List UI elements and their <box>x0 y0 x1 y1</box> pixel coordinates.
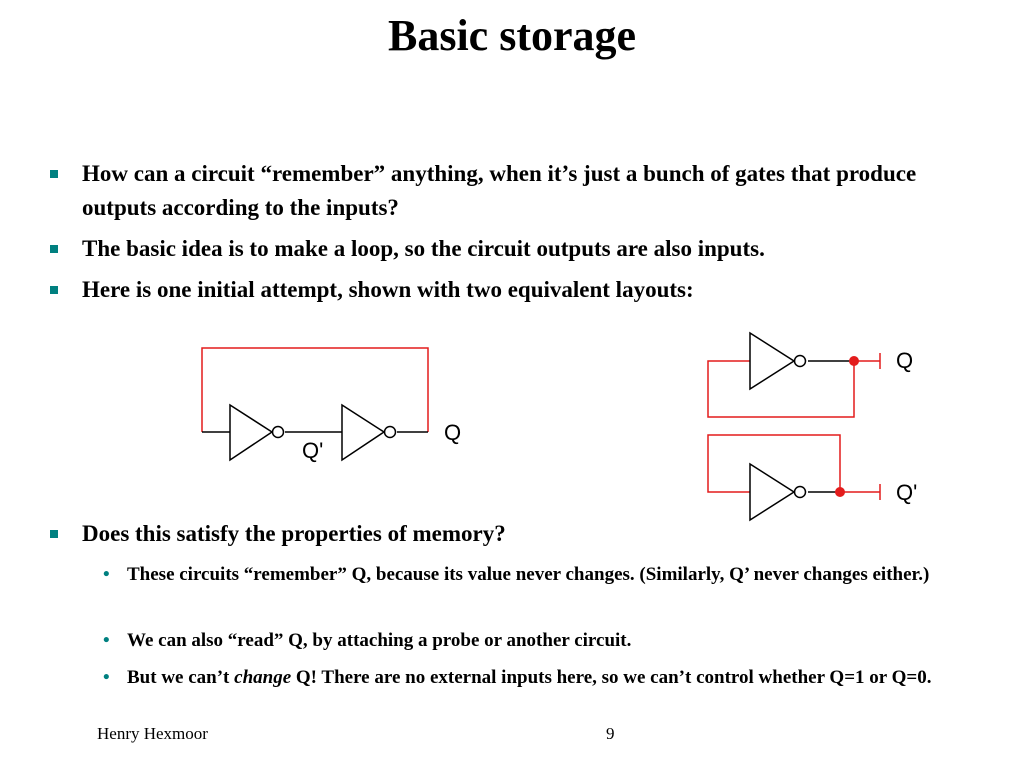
bullet-text: The basic idea is to make a loop, so the circuit outputs are also inputs. <box>82 236 765 261</box>
sub-bullet-text-after: Q! There are no external inputs here, so we can’t control whether Q=1 or Q=0. <box>291 667 932 688</box>
inverter-gate-2 <box>342 405 384 460</box>
bullet-item-2 <box>82 232 982 266</box>
bullet-item-3 <box>82 273 982 307</box>
inverter-gate-bottom <box>750 464 794 520</box>
square-bullet-icon <box>50 245 58 253</box>
sub-bullet-item-3 <box>103 664 987 692</box>
round-bullet-icon: • <box>103 564 110 585</box>
sub-bullet-text-before: But we can’t <box>127 667 235 688</box>
footer-author: Henry Hexmoor <box>97 724 208 743</box>
bullet-text: How can a circuit “remember” anything, when it’s just a bunch of gates that produce outputs according to the inputs? <box>82 161 917 220</box>
q-output-label: Q <box>444 420 462 445</box>
junction-dot-top <box>849 356 859 366</box>
sub-bullet-text: These circuits “remember” Q, because its value never changes. (Similarly, Q’ never changes either.) <box>127 564 930 585</box>
q-top-label: Q <box>896 348 914 373</box>
round-bullet-icon: • <box>103 630 110 651</box>
square-bullet-icon <box>50 286 58 294</box>
page-number: 9 <box>606 724 615 743</box>
junction-dot-bottom <box>835 487 845 497</box>
sub-bullet-item-2 <box>103 627 987 655</box>
square-bullet-icon <box>50 530 58 538</box>
bullet-text: Does this satisfy the properties of memory? <box>82 521 506 546</box>
bullet-item-4 <box>82 517 982 551</box>
inverter-gate-top <box>750 333 794 389</box>
square-bullet-icon <box>50 170 58 178</box>
q-prime-bottom-label: Q' <box>896 480 918 505</box>
cross-wire-bottom <box>708 435 840 492</box>
q-prime-label: Q' <box>302 438 324 463</box>
emphasized-word: change <box>234 667 292 688</box>
sub-bullet-item-1 <box>103 561 987 589</box>
inverter-loop-diagram <box>190 340 490 470</box>
slide-title: Basic storage <box>387 11 637 60</box>
feedback-wire <box>202 348 428 432</box>
inverter-gate-1 <box>230 405 272 460</box>
sub-bullet-text: We can also “read” Q, by attaching a probe or another circuit. <box>127 630 632 651</box>
cross-coupled-inverters-diagram <box>700 325 940 530</box>
round-bullet-icon: • <box>103 667 110 688</box>
bullet-item-1 <box>82 157 982 225</box>
bullet-text: Here is one initial attempt, shown with two equivalent layouts: <box>82 277 694 302</box>
